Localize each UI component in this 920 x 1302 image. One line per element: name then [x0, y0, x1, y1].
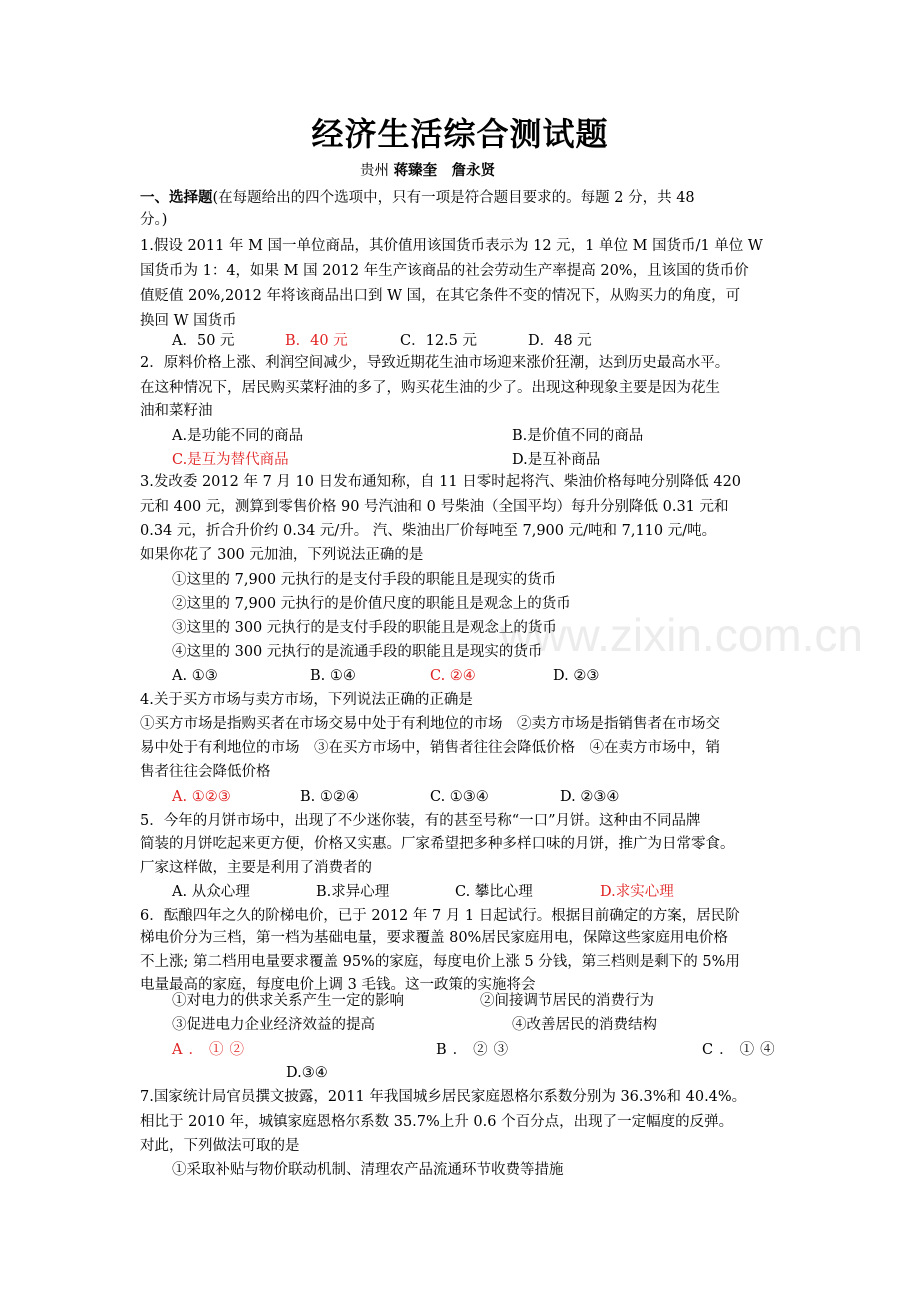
q2-option-a: A.是功能不同的商品 [172, 428, 304, 444]
q1-line: 换回 W 国货币 [140, 313, 237, 329]
q6-item: ①对电力的供求关系产生一定的影响 [172, 993, 404, 1009]
section-title: 一、选择题 [140, 189, 213, 206]
q1-line: 值贬值 20%,2012 年将该商品出口到 W 国，在其它条件不变的情况下，从购买力的角度，可 [140, 288, 741, 304]
q6-item: ②间接调节居民的消费行为 [480, 993, 654, 1009]
q3-item: ②这里的 7,900 元执行的是价值尺度的职能且是观念上的货币 [172, 596, 571, 612]
q6-option-c: C．①④ [702, 1042, 781, 1058]
section-heading [140, 188, 695, 208]
q6-line: 电量最高的家庭，每度电价上调 3 毛钱。这一政策的实施将会 [140, 977, 536, 993]
q3-line: 元和 400 元，测算到零售价格 90 号汽油和 0 号柴油（全国平均）每升分别降低 0.31 元和 [140, 499, 729, 515]
q2-option-c: C.是互为替代商品 [172, 452, 289, 468]
q2-line: 油和菜籽油 [140, 403, 213, 419]
q6-item: ④改善居民的消费结构 [512, 1017, 657, 1033]
q5-line: 简装的月饼吃起来更方便，价格又实惠。厂家希望把多种多样口味的月饼，推广为日常零食。 [140, 836, 735, 852]
q1-line: 国货币为 1：4，如果 M 国 2012 年生产该商品的社会劳动生产率提高 20%，且该国的货币价 [140, 263, 749, 279]
q6-option-a: A．①② [172, 1042, 250, 1058]
q1-option-a: A．50 元 [172, 333, 235, 349]
author-names: 蒋臻奎 詹永贤 [393, 162, 496, 179]
q3-item: ④这里的 300 元执行的是流通手段的职能且是现实的货币 [172, 644, 543, 660]
q1-option-d: D．48 元 [528, 333, 592, 349]
q7-line: 7.国家统计局官员撰文披露，2011 年我国城乡居民家庭恩格尔系数分别为 36.3%和 40.4%。 [140, 1089, 747, 1105]
q6-option-d: D.③④ [286, 1065, 328, 1081]
q6-option-b: B．②③ [436, 1042, 515, 1058]
q6-line: 6．酝酿四年之久的阶梯电价，已于 2012 年 7 月 1 日起试行。根据目前确定的方案，居民阶 [140, 908, 740, 924]
q6-line: 不上涨; 第二档用电量要求覆盖 95%的家庭，每度电价上涨 5 分钱，第三档则是剩下的 5%用 [140, 954, 740, 970]
section-desc: (在每题给出的四个选项中，只有一项是符合题目要求的。每题 2 分，共 48 [212, 190, 695, 206]
q3-line: 0.34 元，折合升价约 0.34 元/升。 汽、柴油出厂价每吨至 7,900 元/吨和 7,110 元/吨。 [140, 523, 717, 539]
author-region: 贵州 [360, 163, 389, 179]
q5-option-c: C. 攀比心理 [455, 884, 533, 900]
q3-line: 3.发改委 2012 年 7 月 10 日发布通知称，自 11 日零时起将汽、柴油价格每吨分别降低 420 [140, 474, 742, 490]
q4-option-a: A. ①②③ [172, 789, 231, 805]
q5-option-d: D.求实心理 [600, 884, 674, 900]
watermark: www.zixin.com.cn [500, 609, 863, 661]
q6-item: ③促进电力企业经济效益的提高 [172, 1017, 375, 1033]
q3-item: ③这里的 300 元执行的是支付手段的职能且是观念上的货币 [172, 620, 557, 636]
q4-line: 售者往往会降低价格 [140, 764, 271, 780]
q4-line: 易中处于有利地位的市场 ③在买方市场中，销售者往往会降低价格 ④在卖方市场中，销 [140, 740, 720, 756]
q5-option-a: A. 从众心理 [172, 884, 250, 900]
q6-line: 梯电价分为三档，第一档为基础电量，要求覆盖 80%居民家庭用电，保障这些家庭用电价格 [140, 930, 728, 946]
q2-line: 在这种情况下，居民购买菜籽油的多了，购买花生油的少了。出现这种现象主要是因为花生 [140, 380, 720, 396]
q1-option-c: C．12.5 元 [400, 333, 477, 349]
q4-option-b: B. ①②④ [300, 789, 359, 805]
q3-option-b: B. ①④ [310, 668, 356, 684]
q1-line: 1.假设 2011 年 M 国一单位商品，其价值用该国货币表示为 12 元，1 单位 M 国货币/1 单位 W [140, 238, 763, 254]
q7-line: 相比于 2010 年，城镇家庭恩格尔系数 35.7%上升 0.6 个百分点，出现了一定幅度的反弹。 [140, 1114, 734, 1130]
q4-line: ①买方市场是指购买者在市场交易中处于有利地位的市场 ②卖方市场是指销售者在市场交 [140, 716, 720, 732]
author-line [360, 161, 495, 181]
q2-option-d: D.是互补商品 [512, 452, 601, 468]
q7-line: 对此，下列做法可取的是 [140, 1138, 300, 1154]
section-desc-cont: 分。) [140, 212, 168, 228]
q5-line: 5．今年的月饼市场中，出现了不少迷你装，有的甚至号称“一口”月饼。这种由不同品牌 [140, 813, 701, 829]
q7-item: ①采取补贴与物价联动机制、清理农产品流通环节收费等措施 [172, 1162, 564, 1178]
q3-option-d: D. ②③ [553, 668, 600, 684]
q2-option-b: B.是价值不同的商品 [512, 428, 644, 444]
q3-option-c: C. ②④ [430, 668, 476, 684]
q4-option-d: D. ②③④ [560, 789, 620, 805]
q3-item: ①这里的 7,900 元执行的是支付手段的职能且是现实的货币 [172, 572, 557, 588]
q5-line: 厂家这样做，主要是利用了消费者的 [140, 860, 372, 876]
q1-option-b: B．40 元 [285, 333, 348, 349]
q4-option-c: C. ①③④ [430, 789, 489, 805]
q3-line: 如果你花了 300 元加油，下列说法正确的是 [140, 547, 424, 563]
q4-line: 4.关于买方市场与卖方市场，下列说法正确的正确是 [140, 692, 473, 708]
q5-option-b: B.求异心理 [316, 884, 390, 900]
q3-option-a: A. ①③ [172, 668, 218, 684]
page-title: 经济生活综合测试题 [311, 115, 609, 153]
q2-line: 2．原料价格上涨、利润空间减少，导致近期花生油市场迎来涨价狂潮，达到历史最高水平。 [140, 355, 730, 371]
